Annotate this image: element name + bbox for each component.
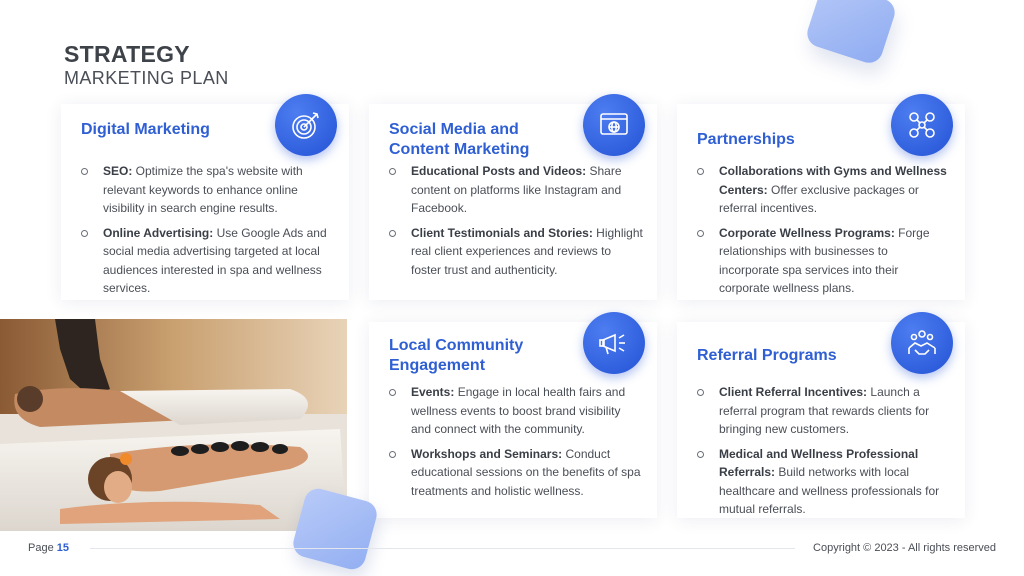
card-list: [695, 162, 951, 304]
list-item: SEO: Optimize the spa's website with relevant keywords to enhance online visibility in search engine results.: [79, 162, 335, 218]
card-partnerships: [677, 104, 965, 300]
list-item: Client Testimonials and Stories: Highlight real client experiences and reviews to foster trust and authenticity.: [387, 224, 643, 280]
page-subtitle: MARKETING PLAN: [64, 68, 229, 88]
card-referral-programs: [677, 322, 965, 518]
megaphone-icon: [583, 312, 645, 374]
target-icon: [275, 94, 337, 156]
list-item: Collaborations with Gyms and Wellness Centers: Offer exclusive packages or referral incentives.: [695, 162, 951, 218]
spa-massage-photo: [0, 319, 347, 531]
list-item: Client Referral Incentives: Launch a referral program that rewards clients for bringing new customers.: [695, 383, 951, 439]
list-item: Educational Posts and Videos: Share content on platforms like Instagram and Facebook.: [387, 162, 643, 218]
card-title: Local Community Engagement: [389, 337, 524, 374]
network-people-icon: [891, 94, 953, 156]
browser-globe-icon: [583, 94, 645, 156]
card-title: Referral Programs: [697, 347, 837, 364]
card-social-media: [369, 104, 657, 300]
card-title: Partnerships: [697, 131, 795, 148]
page-number: Page 15: [28, 542, 70, 554]
list-item: Workshops and Seminars: Conduct educational sessions on the benefits of spa treatments and holistic wellness.: [387, 445, 643, 501]
card-list: [387, 383, 643, 506]
card-title: Social Media and Content Marketing: [389, 121, 530, 158]
list-item: Corporate Wellness Programs: Forge relationships with businesses to incorporate spa services into their corporate wellness plans.: [695, 224, 951, 298]
list-item: Online Advertising: Use Google Ads and social media advertising targeted at local audiences interested in spa and wellness services.: [79, 224, 335, 298]
card-title: Digital Marketing: [81, 121, 210, 138]
list-item: Events: Engage in local health fairs and wellness events to boost brand visibility and connect with the community.: [387, 383, 643, 439]
card-list: [387, 162, 643, 285]
card-digital-marketing: [61, 104, 349, 300]
copyright-text: Copyright © 2023 - All rights reserved: [813, 542, 996, 554]
list-item: Medical and Wellness Professional Referrals: Build networks with local healthcare and wellness professionals for mutual referrals.: [695, 445, 951, 519]
footer-divider: [90, 548, 795, 549]
decorative-shape-bottom: [290, 486, 380, 573]
page-title-block: [64, 41, 229, 89]
card-list: [79, 162, 335, 304]
handshake-icon: [891, 312, 953, 374]
decorative-shape-top: [804, 0, 899, 66]
page-title: STRATEGY: [64, 41, 190, 67]
card-local-community: [369, 322, 657, 518]
card-list: [695, 383, 951, 525]
